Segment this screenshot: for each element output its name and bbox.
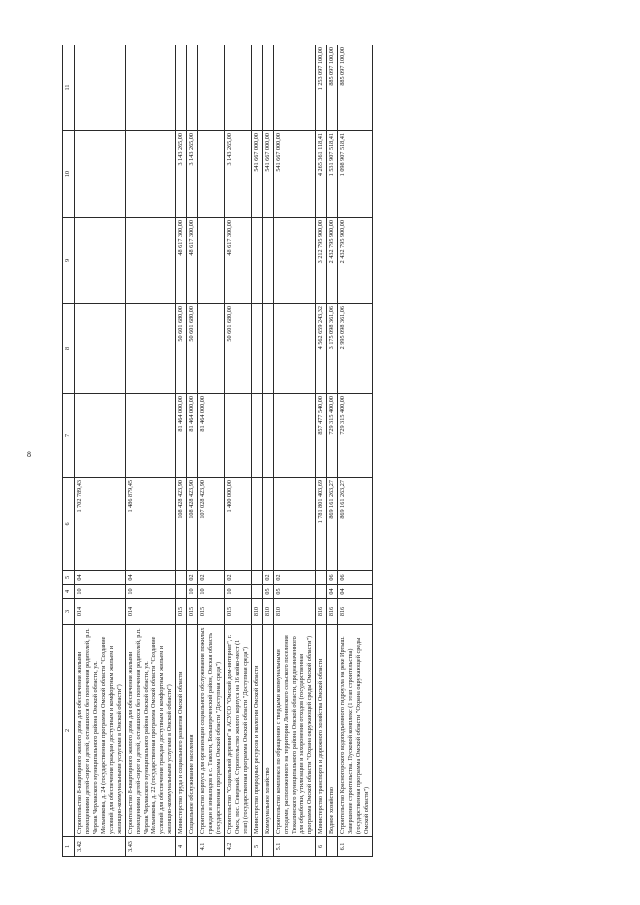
code-ministry: 816: [338, 599, 373, 625]
table-row: [125, 45, 176, 857]
document-canvas: [62, 45, 547, 857]
table-row: [262, 45, 273, 857]
amount-cell: 541 667 000,00: [251, 131, 262, 218]
code-ministry: 810: [251, 599, 262, 625]
header-cell: 7: [63, 394, 75, 478]
code-subsection: 02: [187, 571, 198, 585]
header-cell: 6: [63, 478, 75, 571]
amount-cell: [75, 218, 126, 304]
amount-cell: 50 601 680,00: [187, 304, 198, 394]
amount-cell: 108 428 423,90: [176, 478, 187, 571]
amount-cell: 81 464 000,00: [176, 394, 187, 478]
row-number: [187, 837, 198, 857]
amount-cell: [251, 218, 262, 304]
amount-cell: [198, 304, 225, 394]
table-row: [273, 45, 316, 857]
amount-cell: 541 667 000,00: [273, 131, 316, 218]
amount-cell: 729 315 400,00: [338, 394, 373, 478]
amount-cell: 3 143 265,00: [176, 131, 187, 218]
amount-cell: 541 667 000,00: [262, 131, 273, 218]
amount-cell: [125, 131, 176, 218]
code-section: 10: [125, 585, 176, 599]
amount-cell: 107 028 423,90: [198, 478, 225, 571]
budget-table-body: [63, 45, 373, 857]
amount-cell: 885 097 100,00: [338, 45, 373, 131]
header-cell: 11: [63, 45, 75, 131]
code-section: 04: [338, 585, 373, 599]
row-number: 6: [316, 837, 327, 857]
row-number: 6.1: [338, 837, 373, 857]
row-number: 5: [251, 837, 262, 857]
amount-cell: [251, 478, 262, 571]
row-name: Строительство 8-квартирного жилого дома для обеспечения жилыми помещениями детей-сирот и детей, оставшихся без попечения родителей, р.п. Черлак Черлакского муниципального района Омской области, ул. Мельникова, д. 24 (государственная программа Омской области "Создание условий для обеспечения граждан доступным и комфортным жильем и жилищно-коммунальными услугами в Омской области"): [75, 625, 126, 837]
amount-cell: [262, 478, 273, 571]
code-ministry: 015: [187, 599, 198, 625]
amount-cell: 1 400 000,00: [224, 478, 251, 571]
header-cell: 1: [63, 837, 75, 857]
code-section: [176, 585, 187, 599]
code-ministry: 816: [327, 599, 338, 625]
row-name: Министерство труда и социального развития Омской области: [176, 625, 187, 837]
amount-cell: 50 601 680,00: [176, 304, 187, 394]
row-name: Коммунальное хозяйство: [262, 625, 273, 837]
table-row: [338, 45, 373, 857]
amount-cell: [125, 304, 176, 394]
amount-cell: [262, 304, 273, 394]
code-section: 05: [262, 585, 273, 599]
amount-cell: [251, 304, 262, 394]
code-subsection: 02: [273, 571, 316, 585]
row-number: 4.2: [224, 837, 251, 857]
amount-cell: [273, 45, 316, 131]
amount-cell: 869 161 263,27: [327, 478, 338, 571]
amount-cell: 1 781 801 403,69: [316, 478, 327, 571]
amount-cell: 869 161 263,27: [338, 478, 373, 571]
amount-cell: 2 432 795 900,00: [338, 218, 373, 304]
code-subsection: 02: [262, 571, 273, 585]
header-cell: 4: [63, 585, 75, 599]
amount-cell: [273, 478, 316, 571]
code-ministry: 015: [176, 599, 187, 625]
row-number: 5.1: [273, 837, 316, 857]
amount-cell: [198, 45, 225, 131]
amount-cell: 3 143 265,00: [224, 131, 251, 218]
amount-cell: [75, 304, 126, 394]
amount-cell: 857 477 540,00: [316, 394, 327, 478]
row-number: 4: [176, 837, 187, 857]
page-number: 8: [27, 450, 31, 459]
code-section: 10: [187, 585, 198, 599]
row-number: 4.1: [198, 837, 225, 857]
row-name: Строительство комплекса по обращению с твердыми коммунальными отходами, расположенного на территории Ленинского сельского поселения Тюкалинского муниципального района Омской области, предназначенного для обработки, утилизации и захоронения отходов (государственная программа Омской области "Охрана окружающей среды Омской области"): [273, 625, 316, 837]
amount-cell: 3 143 265,00: [187, 131, 198, 218]
code-section: 10: [75, 585, 126, 599]
amount-cell: 729 315 400,00: [327, 394, 338, 478]
amount-cell: 3 175 098 361,06: [327, 304, 338, 394]
amount-cell: [273, 218, 316, 304]
code-section: [251, 585, 262, 599]
amount-cell: 48 617 300,00: [176, 218, 187, 304]
amount-cell: [198, 218, 225, 304]
code-ministry: 816: [316, 599, 327, 625]
amount-cell: [262, 45, 273, 131]
amount-cell: 1 702 789,43: [75, 478, 126, 571]
code-subsection: 02: [198, 571, 225, 585]
header-cell: 5: [63, 571, 75, 585]
row-number: 3.43: [125, 837, 176, 857]
amount-cell: [75, 131, 126, 218]
row-name: Строительство корпуса для организации социального обслуживания пожилых граждан и инвалидов в с. Таволги, Большереченский район, Омская область (государственная программа Омской области "Доступная среда"): [198, 625, 225, 837]
amount-cell: [224, 394, 251, 478]
header-cell: 10: [63, 131, 75, 218]
row-name: Строительство Красногорского водоподъемного гидроузла на реке Иртыш. Завершение строительства. Пусковой комплекс (1 этап строительства) (государственная программа Омской области "Охрана окружающей среды Омской области"): [338, 625, 373, 837]
table-row: [224, 45, 251, 857]
code-subsection: 04: [75, 571, 126, 585]
table-row: [176, 45, 187, 857]
budget-table: [62, 45, 373, 857]
code-ministry: 015: [224, 599, 251, 625]
amount-cell: 81 464 000,00: [198, 394, 225, 478]
header-row: [63, 45, 75, 857]
amount-cell: [224, 45, 251, 131]
amount-cell: [273, 304, 316, 394]
amount-cell: 1 486 879,45: [125, 478, 176, 571]
amount-cell: [251, 394, 262, 478]
row-number: 3.42: [75, 837, 126, 857]
amount-cell: [262, 218, 273, 304]
code-section: [316, 585, 327, 599]
code-ministry: 810: [273, 599, 316, 625]
code-subsection: 02: [224, 571, 251, 585]
header-cell: 8: [63, 304, 75, 394]
header-cell: 3: [63, 599, 75, 625]
amount-cell: [176, 45, 187, 131]
row-name: Министерство природных ресурсов и экологии Омской области: [251, 625, 262, 837]
row-name: Водное хозяйство: [327, 625, 338, 837]
amount-cell: 1 531 907 518,41: [327, 131, 338, 218]
table-row: [316, 45, 327, 857]
amount-cell: 50 601 680,00: [224, 304, 251, 394]
amount-cell: [187, 45, 198, 131]
code-ministry: 014: [125, 599, 176, 625]
row-name: Строительство 8-квартирного жилого дома для обеспечения жилыми помещениями детей-сирот и детей, оставшихся без попечения родителей, р.п. Черлак Черлакского муниципального района Омской области, ул. Мельникова, д. 22 (государственная программа Омской области "Создание условий для обеспечения граждан доступным и комфортным жильем и жилищно-коммунальными услугами в Омской области"): [125, 625, 176, 837]
amount-cell: [125, 394, 176, 478]
amount-cell: [273, 394, 316, 478]
code-subsection: 06: [338, 571, 373, 585]
code-section: 10: [198, 585, 225, 599]
amount-cell: 4 265 361 118,41: [316, 131, 327, 218]
table-row: [327, 45, 338, 857]
row-number: [262, 837, 273, 857]
amount-cell: [75, 45, 126, 131]
amount-cell: 1 098 907 518,41: [338, 131, 373, 218]
amount-cell: 2 432 795 900,00: [327, 218, 338, 304]
code-section: 10: [224, 585, 251, 599]
table-row: [75, 45, 126, 857]
amount-cell: 108 428 423,90: [187, 478, 198, 571]
amount-cell: [125, 45, 176, 131]
amount-cell: 2 995 098 361,06: [338, 304, 373, 394]
code-ministry: 810: [262, 599, 273, 625]
amount-cell: [262, 394, 273, 478]
amount-cell: 3 212 795 900,00: [316, 218, 327, 304]
row-name: Министерство транспорта и дорожного хозяйства Омской области: [316, 625, 327, 837]
header-cell: 2: [63, 625, 75, 837]
code-section: 04: [327, 585, 338, 599]
amount-cell: [251, 45, 262, 131]
amount-cell: 4 562 659 243,32: [316, 304, 327, 394]
amount-cell: 48 617 300,00: [224, 218, 251, 304]
amount-cell: 1 253 097 100,00: [316, 45, 327, 131]
header-cell: 9: [63, 218, 75, 304]
code-subsection: 04: [125, 571, 176, 585]
amount-cell: [75, 394, 126, 478]
table-row: [251, 45, 262, 857]
amount-cell: 48 617 300,00: [187, 218, 198, 304]
code-ministry: 015: [198, 599, 225, 625]
row-name: Социальное обслуживание населения: [187, 625, 198, 837]
code-subsection: [251, 571, 262, 585]
row-name: Строительство "Социальной деревни" в АСУСО "Омский дом-интернат", г. Омск, пос. Северный. Строительство жилого корпуса на 16 койко-мест (1 этап) (государственная программа Омской области "Доступная среда"): [224, 625, 251, 837]
amount-cell: [125, 218, 176, 304]
table-row: [187, 45, 198, 857]
rotated-page: [62, 45, 547, 857]
table-row: [198, 45, 225, 857]
code-ministry: 014: [75, 599, 126, 625]
code-subsection: [176, 571, 187, 585]
code-section: 05: [273, 585, 316, 599]
code-subsection: [316, 571, 327, 585]
amount-cell: 885 097 100,00: [327, 45, 338, 131]
amount-cell: 81 464 000,00: [187, 394, 198, 478]
code-subsection: 06: [327, 571, 338, 585]
row-number: [327, 837, 338, 857]
amount-cell: [198, 131, 225, 218]
